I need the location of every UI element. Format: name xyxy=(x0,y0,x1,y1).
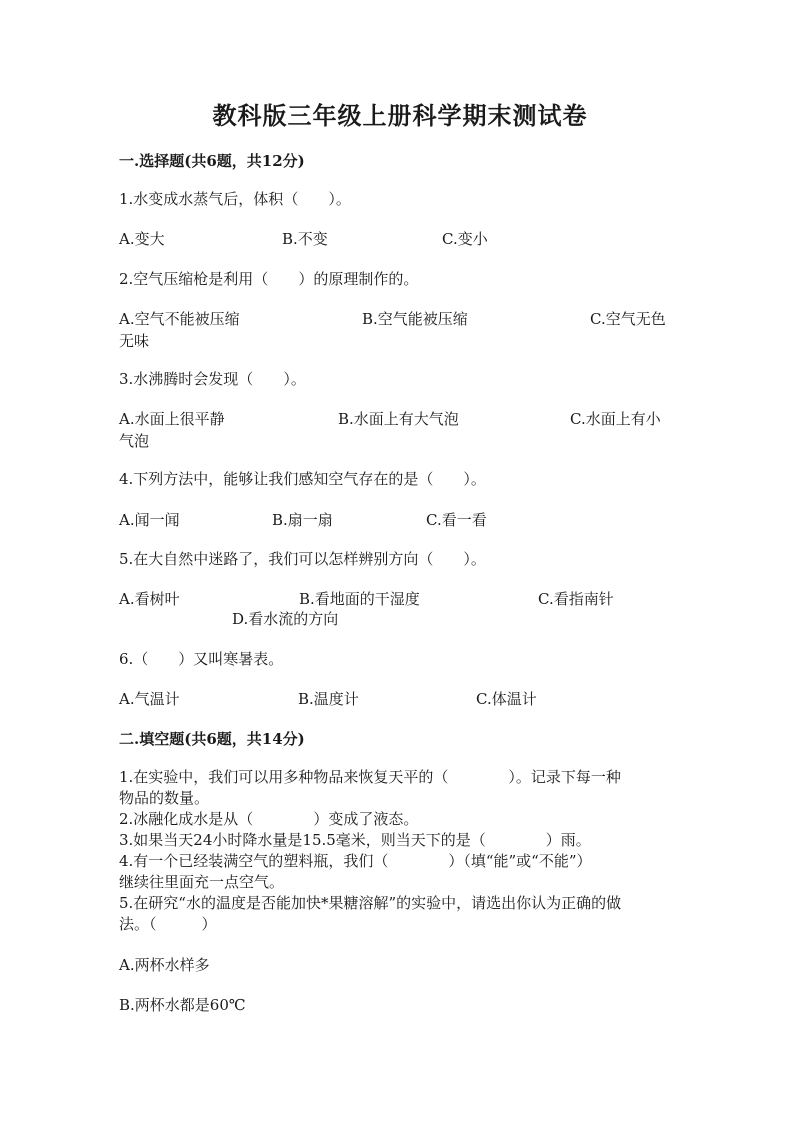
option: A.空气不能被压缩 xyxy=(119,310,240,328)
option-continuation: 气泡 xyxy=(119,432,150,450)
fill-item: 物品的数量。 xyxy=(119,789,210,807)
option: B.看地面的干湿度 xyxy=(299,590,420,608)
option: A.气温计 xyxy=(119,690,180,708)
option: C.看指南针 xyxy=(538,590,614,608)
option: C.看一看 xyxy=(426,511,487,529)
option: D.看水流的方向 xyxy=(232,610,339,628)
option: C.空气无色 xyxy=(590,310,666,328)
page-title: 教科版三年级上册科学期末测试卷 xyxy=(212,101,588,130)
question-stem: 3.水沸腾时会发现（ ）。 xyxy=(119,370,306,388)
section-heading-choice: 一.选择题(共6题，共12分) xyxy=(119,152,305,170)
option: C.水面上有小 xyxy=(570,410,661,428)
fill-item: 法。（ ） xyxy=(119,915,217,933)
section-heading-fill: 二.填空题(共6题，共14分) xyxy=(119,730,305,748)
option: C.体温计 xyxy=(476,690,537,708)
option: B.水面上有大气泡 xyxy=(338,410,459,428)
option: C.变小 xyxy=(442,230,488,248)
option: B.扇一扇 xyxy=(272,511,333,529)
option: B.温度计 xyxy=(298,690,359,708)
option: A.水面上很平静 xyxy=(119,410,225,428)
fill-item: 4.有一个已经装满空气的塑料瓶，我们（ ）（填“能”或“不能”） xyxy=(119,852,592,870)
fill-option: B.两杯水都是60℃ xyxy=(119,996,246,1014)
fill-item: 2.冰融化成水是从（ ）变成了液态。 xyxy=(119,810,419,828)
fill-item: 1.在实验中，我们可以用多种物品来恢复天平的（ ）。记录下每一种 xyxy=(119,768,621,786)
fill-option: A.两杯水样多 xyxy=(119,956,210,974)
option: B.空气能被压缩 xyxy=(362,310,468,328)
question-stem: 4.下列方法中，能够让我们感知空气存在的是（ ）。 xyxy=(119,470,486,488)
question-stem: 5.在大自然中迷路了，我们可以怎样辨别方向（ ）。 xyxy=(119,550,486,568)
fill-item: 继续往里面充一点空气。 xyxy=(119,873,285,891)
question-stem: 1.水变成水蒸气后，体积（ ）。 xyxy=(119,190,351,208)
option: A.闻一闻 xyxy=(119,511,180,529)
option-continuation: 无味 xyxy=(119,332,150,350)
option: B.不变 xyxy=(282,230,328,248)
question-stem: 2.空气压缩枪是利用（ ）的原理制作的。 xyxy=(119,270,419,288)
fill-item: 3.如果当天24小时降水量是15.5毫米，则当天下的是（ ）雨。 xyxy=(119,831,591,849)
option: A.变大 xyxy=(119,230,165,248)
fill-item: 5.在研究“水的温度是否能加快*果糖溶解”的实验中，请选出你认为正确的做 xyxy=(119,894,622,912)
question-stem: 6.（ ）又叫寒暑表。 xyxy=(119,650,284,668)
option: A.看树叶 xyxy=(119,590,180,608)
